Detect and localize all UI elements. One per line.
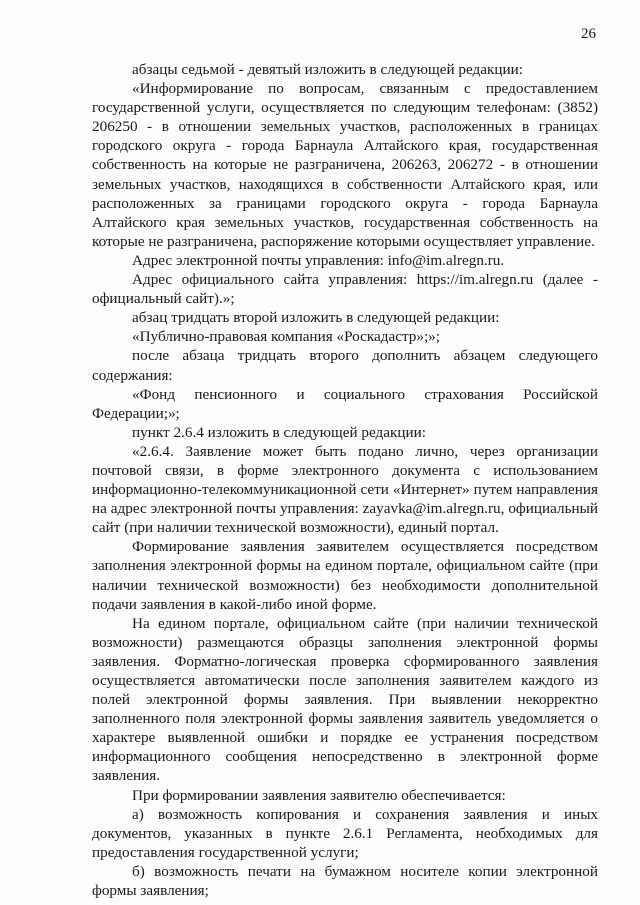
- paragraph: При формировании заявления заявителю обеспечивается:: [132, 786, 506, 804]
- paragraph: «2.6.4. Заявление может быть подано лично, через организации почтовой связи, в форме электронного документа с использованием информационно-телекоммуникационной сети «Интернет» путем направления на адрес электронной почты управления: zayavka@im.alregn.ru, официальный сайт (при наличии технической возможности), единый портал.: [92, 442, 598, 537]
- paragraph: «Публично-правовая компания «Роскадастр»;»;: [132, 328, 440, 346]
- paragraph: пункт 2.6.4 изложить в следующей редакции:: [132, 423, 426, 441]
- paragraph: «Информирование по вопросам, связанным с предоставлением государственной услуги, осуществляется по следующим телефонам: (3852) 206250 - в отношении земельных участков, расположенных в границах городского округа - города Барнаула Алтайского края, государственная собственность на которые не разграничена, 206263, 206272 - в отношении земельных участков, находящихся в собственности Алтайского края, или расположенных за границами городского округа - города Барнаула Алтайского края земельных участков, государственная собственность на которые не разграничена, распоряжение которыми осуществляет управление.: [92, 80, 598, 250]
- paragraph: после абзаца тридцать второго дополнить абзацем следующего содержания:: [92, 347, 598, 384]
- document-body: [92, 60, 598, 900]
- paragraph: б) возможность печати на бумажном носителе копии электронной формы заявления;: [92, 862, 598, 900]
- paragraph: абзац тридцать второй изложить в следующей редакции:: [132, 309, 500, 327]
- paragraph: Формирование заявления заявителем осуществляется посредством заполнения электронной формы на едином портале, официальном сайте (при наличии технической возможности) без необходимости дополнительной подачи заявления в какой-либо иной форме.: [92, 538, 598, 613]
- paragraph: «Фонд пенсионного и социального страхования Российской Федерации;»;: [92, 385, 598, 422]
- paragraph: Адрес электронной почты управления: info@im.alregn.ru.: [132, 251, 505, 269]
- paragraph: а) возможность копирования и сохранения заявления и иных документов, указанных в пункте 2.6.1 Регламента, необходимых для предоставления государственной услуги;: [92, 805, 598, 861]
- paragraph: Адрес официального сайта управления: https://im.alregn.ru (далее - официальный сайт).»;: [92, 271, 598, 308]
- page-number: 26: [581, 26, 596, 42]
- paragraph: абзацы седьмой - девятый изложить в следующей редакции:: [132, 61, 523, 78]
- paragraph: На едином портале, официальном сайте (при наличии технической возможности) размещаются образцы заполнения электронной формы заявления. Форматно-логическая проверка сформированного заявления осуществляется автоматически после заполнения заявителем каждого из полей электронной формы заявления. При выявлении некорректно заполненного поля электронной формы заявления заявитель уведомляется о характере выявленной ошибки и порядке ее устранения посредством информационного сообщения непосредственно в электронной форме заявления.: [92, 614, 598, 785]
